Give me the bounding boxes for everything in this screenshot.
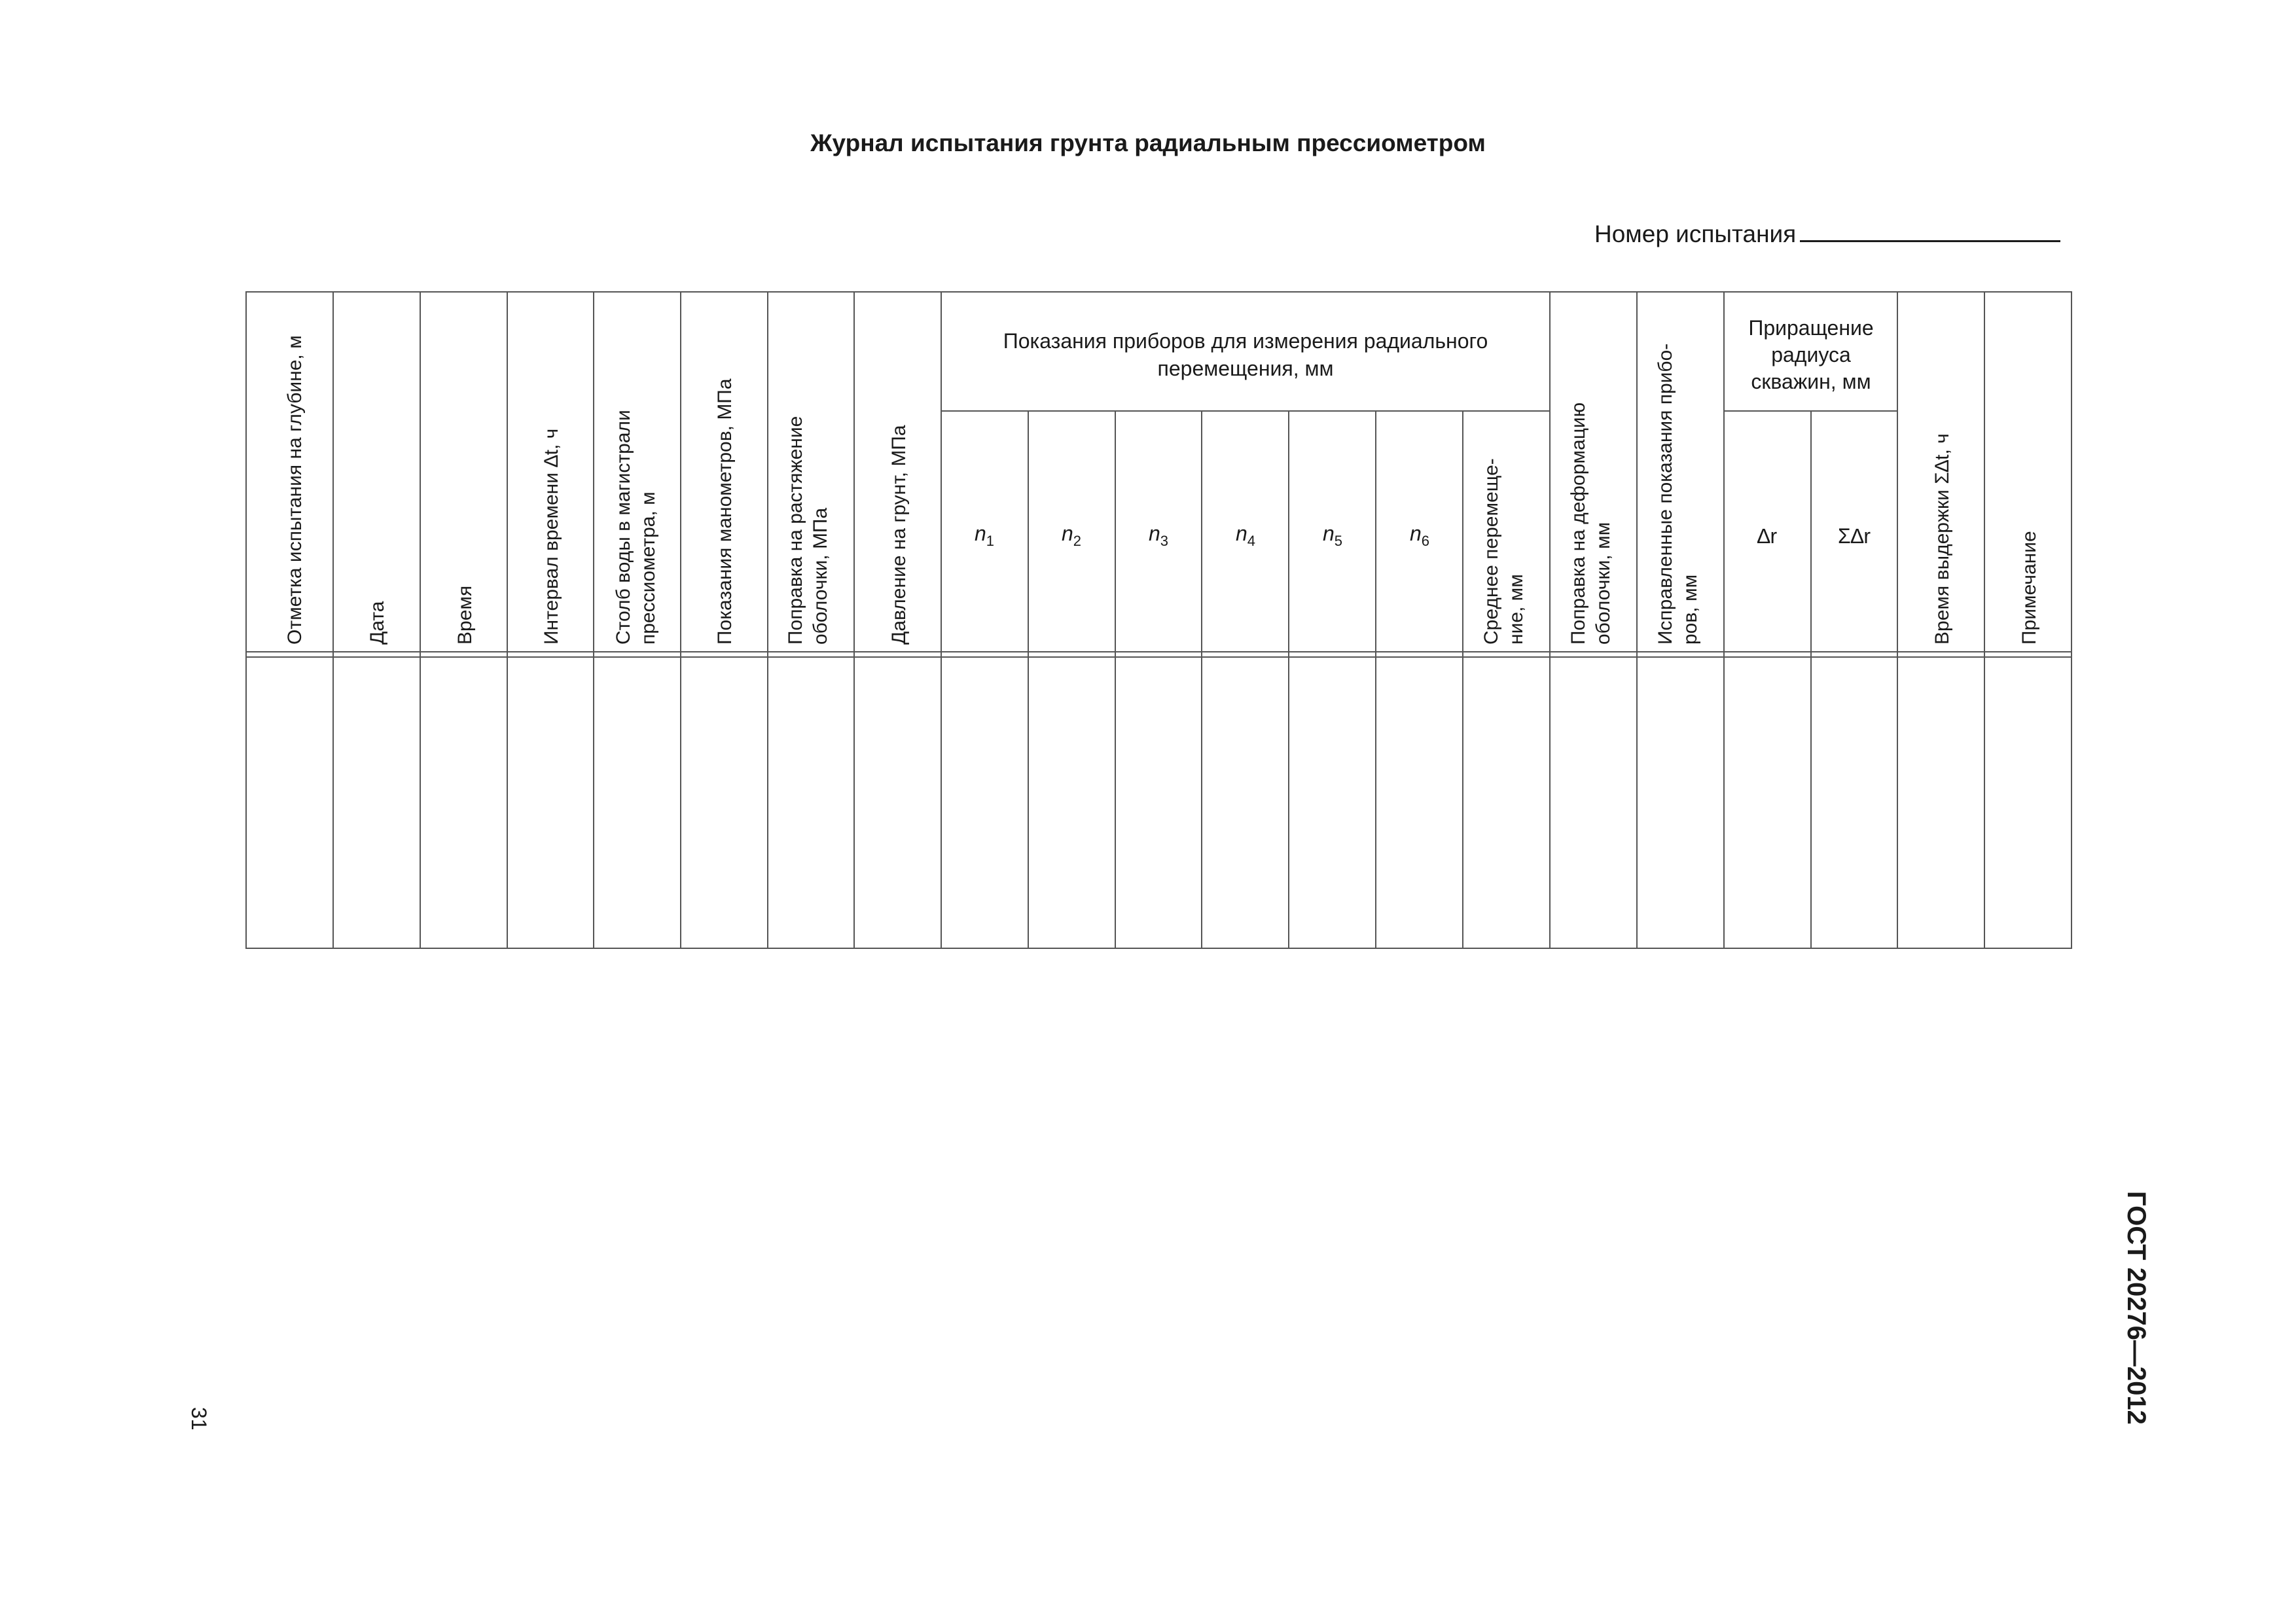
header-delta-r: ∆r: [1757, 524, 1778, 548]
header-n2: $n_2$: [1061, 522, 1082, 549]
header-n6: $n_6$: [1409, 522, 1430, 549]
group-instruments-line1: Показания приборов для измерения радиального: [1003, 329, 1488, 353]
header-n5: $n_5$: [1322, 522, 1343, 549]
header-time: Время: [454, 585, 476, 645]
page-number: 31: [187, 1407, 211, 1431]
header-depth: Отметка испытания на глубине, м: [284, 335, 306, 645]
standard-designation: ГОСТ 20276—2012: [2122, 1191, 2151, 1425]
header-holding-time: Время выдержки Σ∆t, ч: [1931, 433, 1953, 645]
header-water-column-line1: Столб воды в магистрали: [613, 410, 634, 645]
header-n4: $n_4$: [1235, 522, 1256, 549]
header-deformation-correction-line1: Поправка на деформацию: [1568, 402, 1589, 645]
header-time-interval: Интервал времени ∆t, ч: [541, 428, 562, 645]
group-radius-line2: радиуса: [1771, 343, 1851, 366]
group-radius-line3: скважин, мм: [1751, 370, 1871, 393]
header-note: Примечание: [2018, 531, 2040, 645]
header-deformation-correction-line2: оболочки, мм: [1592, 522, 1614, 645]
header-average-displacement-line2: ние, мм: [1505, 574, 1527, 645]
header-date: Дата: [367, 601, 388, 645]
header-soil-pressure: Давление на грунт, МПа: [888, 425, 910, 645]
header-manometer: Показания манометров, МПа: [714, 378, 736, 645]
header-tension-correction-line2: оболочки, МПа: [810, 507, 831, 645]
header-tension-correction-line1: Поправка на растяжение: [785, 416, 806, 645]
header-corrected-readings-line1: Исправленные показания прибо-: [1655, 343, 1676, 645]
group-radius-line1: Приращение: [1748, 316, 1874, 340]
header-n1: $n_1$: [974, 522, 995, 549]
data-entry-area[interactable]: [247, 658, 2071, 948]
page-title: Журнал испытания грунта радиальным прессиометром: [810, 130, 1486, 156]
header-sum-delta-r: Σ∆r: [1837, 524, 1871, 548]
header-water-column-line2: прессиометра, м: [637, 491, 659, 645]
header-average-displacement-line1: Среднее перемеще-: [1480, 458, 1502, 645]
header-corrected-readings-line2: ров, мм: [1679, 574, 1701, 645]
header-n3: $n_3$: [1148, 522, 1169, 549]
test-number-label: Номер испытания: [1594, 221, 1797, 247]
group-instruments-line2: перемещения, мм: [1157, 357, 1334, 380]
